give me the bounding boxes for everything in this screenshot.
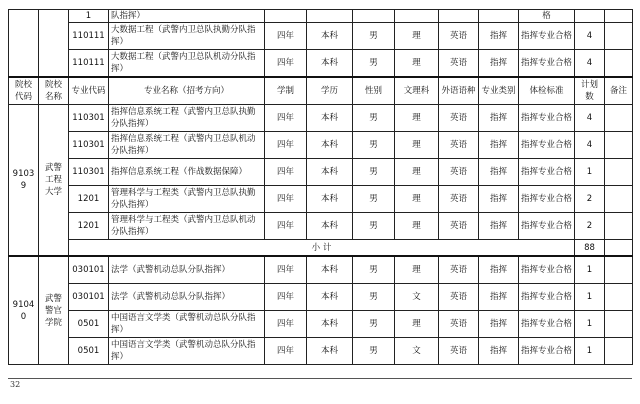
school-name-cell: 武警警官学院: [39, 256, 69, 365]
duration-cell: 四年: [265, 338, 307, 365]
track-cell: 理: [395, 256, 439, 284]
remark-cell: [605, 213, 633, 240]
plan-count-cell: 4: [575, 50, 605, 78]
column-header: 外语语种: [439, 77, 479, 105]
gender-cell: 男: [353, 105, 395, 132]
health-standard-cell: 指挥专业合格: [519, 23, 575, 50]
column-header: 专业类别: [479, 77, 519, 105]
column-header: 文理科: [395, 77, 439, 105]
plan-count-cell: 4: [575, 105, 605, 132]
major-code-cell: 110111: [69, 50, 109, 78]
major-code-cell: 1: [69, 10, 109, 23]
table-row: [9, 132, 633, 159]
major-name-cell: 队指挥）: [109, 10, 265, 23]
health-standard-cell: 指挥专业合格: [519, 284, 575, 311]
track-cell: 理: [395, 105, 439, 132]
plan-count-cell: 1: [575, 311, 605, 338]
major-code-cell: 1201: [69, 186, 109, 213]
gender-cell: 男: [353, 284, 395, 311]
degree-cell: 本科: [307, 159, 353, 186]
category-cell: 指挥: [479, 132, 519, 159]
category-cell: 指挥: [479, 338, 519, 365]
remark-cell: [605, 311, 633, 338]
major-code-cell: 030101: [69, 284, 109, 311]
remark-cell: [605, 132, 633, 159]
duration-cell: 四年: [265, 159, 307, 186]
remark-cell: [605, 284, 633, 311]
degree-cell: 本科: [307, 213, 353, 240]
table-body: [9, 10, 633, 365]
track-cell: 理: [395, 159, 439, 186]
remark-cell: [605, 338, 633, 365]
health-standard-cell: 指挥专业合格: [519, 159, 575, 186]
duration-cell: 四年: [265, 105, 307, 132]
column-header: 学制: [265, 77, 307, 105]
gender-cell: 男: [353, 311, 395, 338]
column-header: 体检标准: [519, 77, 575, 105]
health-standard-cell: 指挥专业合格: [519, 338, 575, 365]
footer-rule: [8, 378, 632, 379]
gender-cell: 男: [353, 50, 395, 78]
table-row: [9, 105, 633, 132]
language-cell: 英语: [439, 159, 479, 186]
language-cell: 英语: [439, 311, 479, 338]
track-cell: [395, 10, 439, 23]
language-cell: 英语: [439, 50, 479, 78]
major-code-cell: 1201: [69, 213, 109, 240]
subtotal-value: 88: [575, 240, 605, 257]
remark-cell: [605, 105, 633, 132]
plan-count-cell: 1: [575, 159, 605, 186]
degree-cell: 本科: [307, 23, 353, 50]
major-name-cell: 大数据工程（武警内卫总队机动分队指挥）: [109, 50, 265, 78]
health-standard-cell: 指挥专业合格: [519, 186, 575, 213]
table-row: [9, 311, 633, 338]
track-cell: 文: [395, 284, 439, 311]
health-standard-cell: 指挥专业合格: [519, 213, 575, 240]
remark-cell: [605, 186, 633, 213]
column-header: 院校名称: [39, 77, 69, 105]
major-code-cell: 030101: [69, 256, 109, 284]
duration-cell: 四年: [265, 213, 307, 240]
degree-cell: 本科: [307, 256, 353, 284]
language-cell: 英语: [439, 338, 479, 365]
language-cell: 英语: [439, 256, 479, 284]
table-row: [9, 10, 633, 23]
category-cell: 指挥: [479, 256, 519, 284]
table-row: [9, 50, 633, 78]
plan-count-cell: 2: [575, 213, 605, 240]
major-name-cell: 大数据工程（武警内卫总队执勤分队指挥）: [109, 23, 265, 50]
school-code-cell: [9, 10, 39, 78]
subtotal-label: 小 计: [69, 240, 575, 257]
health-standard-cell: 指挥专业合格: [519, 105, 575, 132]
plan-count-cell: [575, 10, 605, 23]
major-name-cell: 管理科学与工程类（武警内卫总队执勤分队指挥）: [109, 186, 265, 213]
language-cell: 英语: [439, 213, 479, 240]
track-cell: 理: [395, 23, 439, 50]
gender-cell: 男: [353, 159, 395, 186]
table-row: [9, 213, 633, 240]
school-name-cell: 武警工程大学: [39, 105, 69, 257]
major-code-cell: 0501: [69, 338, 109, 365]
major-code-cell: 110111: [69, 23, 109, 50]
health-standard-cell: 指挥专业合格: [519, 50, 575, 78]
major-code-cell: 110301: [69, 159, 109, 186]
health-standard-cell: 格: [519, 10, 575, 23]
degree-cell: 本科: [307, 132, 353, 159]
degree-cell: 本科: [307, 311, 353, 338]
language-cell: 英语: [439, 284, 479, 311]
column-header: 学历: [307, 77, 353, 105]
gender-cell: 男: [353, 213, 395, 240]
admissions-plan-table: [8, 9, 633, 365]
major-name-cell: 指挥信息系统工程（武警内卫总队机动分队指挥）: [109, 132, 265, 159]
gender-cell: 男: [353, 132, 395, 159]
track-cell: 理: [395, 311, 439, 338]
major-code-cell: 110301: [69, 132, 109, 159]
health-standard-cell: 指挥专业合格: [519, 132, 575, 159]
gender-cell: 男: [353, 186, 395, 213]
plan-count-cell: 4: [575, 23, 605, 50]
remark-cell: [605, 50, 633, 78]
track-cell: 文: [395, 338, 439, 365]
plan-count-cell: 4: [575, 132, 605, 159]
school-code-cell: 91040: [9, 256, 39, 365]
duration-cell: 四年: [265, 284, 307, 311]
duration-cell: 四年: [265, 256, 307, 284]
degree-cell: 本科: [307, 338, 353, 365]
language-cell: 英语: [439, 23, 479, 50]
major-name-cell: 中国语言文学类（武警机动总队分队指挥）: [109, 338, 265, 365]
language-cell: 英语: [439, 132, 479, 159]
major-name-cell: 中国语言文学类（武警机动总队分队指挥）: [109, 311, 265, 338]
column-header: 院校代码: [9, 77, 39, 105]
header-row: [9, 77, 633, 105]
gender-cell: [353, 10, 395, 23]
remark-cell: [605, 159, 633, 186]
degree-cell: [307, 10, 353, 23]
track-cell: 理: [395, 132, 439, 159]
school-code-cell: 91039: [9, 105, 39, 257]
degree-cell: 本科: [307, 105, 353, 132]
category-cell: 指挥: [479, 50, 519, 78]
plan-count-cell: 1: [575, 284, 605, 311]
column-header: 专业名称（招考方向）: [109, 77, 265, 105]
duration-cell: 四年: [265, 23, 307, 50]
remark-cell: [605, 240, 633, 257]
major-code-cell: 0501: [69, 311, 109, 338]
column-header: 专业代码: [69, 77, 109, 105]
duration-cell: [265, 10, 307, 23]
table-row: [9, 23, 633, 50]
health-standard-cell: 指挥专业合格: [519, 311, 575, 338]
major-name-cell: 法学（武警机动总队分队指挥）: [109, 256, 265, 284]
track-cell: 理: [395, 50, 439, 78]
table-row: [9, 284, 633, 311]
track-cell: 理: [395, 186, 439, 213]
gender-cell: 男: [353, 256, 395, 284]
duration-cell: 四年: [265, 50, 307, 78]
category-cell: 指挥: [479, 284, 519, 311]
duration-cell: 四年: [265, 311, 307, 338]
degree-cell: 本科: [307, 284, 353, 311]
table-row: [9, 256, 633, 284]
category-cell: 指挥: [479, 311, 519, 338]
health-standard-cell: 指挥专业合格: [519, 256, 575, 284]
category-cell: 指挥: [479, 213, 519, 240]
remark-cell: [605, 256, 633, 284]
major-name-cell: 法学（武警机动总队分队指挥）: [109, 284, 265, 311]
category-cell: 指挥: [479, 159, 519, 186]
gender-cell: 男: [353, 23, 395, 50]
category-cell: 指挥: [479, 105, 519, 132]
plan-count-cell: 2: [575, 186, 605, 213]
page-number: 32: [10, 380, 21, 389]
table-row: [9, 338, 633, 365]
degree-cell: 本科: [307, 50, 353, 78]
gender-cell: 男: [353, 338, 395, 365]
column-header: 计划数: [575, 77, 605, 105]
category-cell: 指挥: [479, 186, 519, 213]
school-name-cell: [39, 10, 69, 78]
column-header: 性别: [353, 77, 395, 105]
remark-cell: [605, 23, 633, 50]
major-name-cell: 指挥信息系统工程（武警内卫总队执勤分队指挥）: [109, 105, 265, 132]
track-cell: 理: [395, 213, 439, 240]
plan-count-cell: 1: [575, 338, 605, 365]
duration-cell: 四年: [265, 186, 307, 213]
language-cell: 英语: [439, 186, 479, 213]
table-row: [9, 186, 633, 213]
category-cell: [479, 10, 519, 23]
degree-cell: 本科: [307, 186, 353, 213]
duration-cell: 四年: [265, 132, 307, 159]
table-row: [9, 159, 633, 186]
language-cell: 英语: [439, 105, 479, 132]
major-name-cell: 指挥信息系统工程（作战数据保障）: [109, 159, 265, 186]
category-cell: 指挥: [479, 23, 519, 50]
subtotal-row: [9, 240, 633, 257]
language-cell: [439, 10, 479, 23]
plan-count-cell: 1: [575, 256, 605, 284]
major-code-cell: 110301: [69, 105, 109, 132]
column-header: 备注: [605, 77, 633, 105]
remark-cell: [605, 10, 633, 23]
major-name-cell: 管理科学与工程类（武警内卫总队机动分队指挥）: [109, 213, 265, 240]
